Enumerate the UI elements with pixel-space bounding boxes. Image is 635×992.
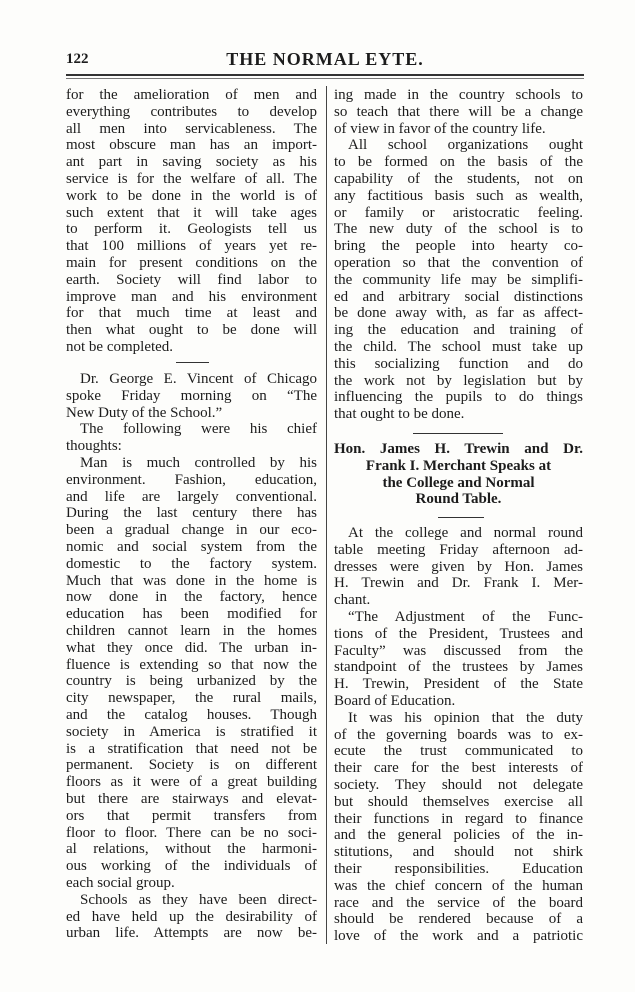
text-line: ecute the trust communicated to [334, 743, 583, 760]
text-line: Faculty” was discussed from the [334, 642, 583, 659]
text-line: been a gradual change in our eco- [66, 522, 317, 539]
header-rule [66, 74, 584, 79]
paragraph [334, 710, 583, 945]
text-line: fluence is extending so that now the [66, 656, 317, 673]
text-line: not be completed. [66, 338, 174, 355]
text-line: this socializing function and do [334, 355, 583, 372]
column-divider [326, 86, 327, 944]
text-line: but should themselves exercise all [334, 793, 583, 810]
text-line: environment. Fashion, education, [66, 471, 317, 488]
text-line: should be rendered because of a [334, 911, 583, 928]
text-line: or family or aristocratic feeling. [334, 204, 583, 221]
text-line: now done in the factory, hence [66, 589, 317, 606]
text-line: for the amelioration of men and [66, 87, 317, 103]
text-line: improve man and his environment [66, 288, 317, 305]
text-line: is a stratification that need not be [66, 740, 317, 757]
text-line: ed have held up the desirability of [66, 908, 317, 925]
text-line: to perform it. Geologists tell us [66, 221, 317, 238]
text-line: permanent. Society is on different [66, 757, 317, 774]
text-line: any factitious basis such as wealth, [334, 187, 583, 204]
text-line: city newspaper, the rural mails, [66, 690, 317, 707]
text-line: stitutions, and should not shirk [334, 844, 583, 861]
text-line: Man is much controlled by his [80, 454, 317, 471]
text-line: dresses were given by Hon. James [334, 558, 583, 575]
paragraph [334, 87, 583, 137]
text-line: all men into servicableness. The [66, 120, 317, 137]
text-line: then what ought to be done will [66, 322, 317, 339]
text-line: al relations, without the harmoni- [66, 841, 317, 858]
text-line: so teach that there will be a change [334, 103, 583, 120]
text-line: urban life. Attempts are now be- [66, 925, 317, 942]
paragraph [334, 137, 583, 423]
text-line: and life are largely conventional. [66, 488, 317, 505]
text-line: thoughts: [66, 438, 122, 455]
text-line: their functions in regard to finance [334, 810, 583, 827]
text-line: what they once did. The urban in- [66, 639, 317, 656]
text-line: It was his opinion that the duty [348, 709, 583, 726]
text-line: The following were his chief [80, 421, 317, 438]
text-line: H. Trewin and Dr. Frank I. Mer- [334, 575, 583, 592]
text-line: floors as it were of a great building [66, 774, 317, 791]
text-line: ing the education and training of [334, 322, 583, 339]
text-line: ous working of the individuals of [66, 858, 317, 875]
paragraph [66, 421, 317, 455]
text-line: earth. Society will find labor to [66, 271, 317, 288]
section-divider [176, 362, 209, 363]
headline-rule-bottom [438, 517, 484, 518]
text-line: most obscure man has an import- [66, 137, 317, 154]
text-line: “The Adjustment of the Func- [348, 608, 583, 625]
text-line: ing made in the country schools to [334, 87, 583, 103]
text-line: of the governing boards was to ex- [334, 726, 583, 743]
text-line: Schools as they have been direct- [80, 891, 317, 908]
text-line: and the general policies of the in- [334, 827, 583, 844]
text-line: The new duty of the school is to [334, 221, 583, 238]
text-line: H. Trewin, President of the State [334, 676, 583, 693]
headline-line: the College and Normal [382, 474, 535, 491]
left-column-block-1 [66, 87, 317, 356]
text-line: their care for the best interests of [334, 760, 583, 777]
text-line: bring the people into hearty co- [334, 238, 583, 255]
text-line: but there are stairways and elevat- [66, 790, 317, 807]
text-line: Much that was done in the home is [66, 572, 317, 589]
right-column-block-2 [334, 525, 583, 945]
right-column-block-1 [334, 87, 583, 423]
paragraph [66, 892, 317, 942]
headline-line: Frank I. Merchant Speaks at [365, 457, 552, 474]
text-line: that ought to be done. [334, 406, 465, 423]
paragraph [66, 371, 317, 421]
text-line: table meeting Friday afternoon ad- [334, 541, 583, 558]
text-line: chant. [334, 592, 371, 609]
publication-title: THE NORMAL EYTE. [226, 49, 424, 69]
headline-line: Round Table. [415, 491, 502, 508]
text-line: domestic to the factory system. [66, 555, 317, 572]
text-line: New Duty of the School.” [66, 404, 223, 421]
text-line: society. They should not delegate [334, 776, 583, 793]
text-line: floor to floor. There can be no soci- [66, 824, 317, 841]
text-line: spoke Friday morning on “The [66, 387, 317, 404]
text-line: was the chief concern of the human [334, 877, 583, 894]
text-line: children cannot learn in the homes [66, 622, 317, 639]
text-line: race and the service of the board [334, 894, 583, 911]
headline-rule-top [413, 433, 503, 434]
text-line: At the college and normal round [348, 525, 583, 541]
text-line: for that much time at least and [66, 305, 317, 322]
text-line: standpoint of the trustees by James [334, 659, 583, 676]
text-line: the work not by legislation but by [334, 372, 583, 389]
headline-line: Hon. James H. Trewin and Dr. [334, 441, 583, 457]
text-line: society in America is stratified it [66, 723, 317, 740]
page-number: 122 [66, 51, 89, 67]
text-line: country is being urbanized by the [66, 673, 317, 690]
paragraph [66, 455, 317, 892]
text-line: to be formed on the basis of the [334, 154, 583, 171]
text-line: All school organizations ought [348, 137, 583, 154]
text-line: and the catalog houses. Though [66, 706, 317, 723]
text-line: each social group. [66, 874, 175, 891]
text-line: the child. The school must take up [334, 338, 583, 355]
text-line: tions of the President, Trustees and [334, 625, 583, 642]
text-line: be done away with, as far as affect- [334, 305, 583, 322]
text-line: everything contributes to develop [66, 103, 317, 120]
text-line: During the last century there has [66, 505, 317, 522]
text-line: nomic and social system from the [66, 538, 317, 555]
text-line: Board of Education. [334, 692, 456, 709]
text-line: that 100 millions of years yet re- [66, 238, 317, 255]
text-line: work to be done in the world is of [66, 187, 317, 204]
text-line: Dr. George E. Vincent of Chicago [80, 371, 317, 387]
text-line: their responsibilities. Education [334, 860, 583, 877]
text-line: service is for the welfare of all. The [66, 170, 317, 187]
paragraph [66, 87, 317, 356]
text-line: of view in favor of the country life. [334, 120, 546, 137]
text-line: such extent that it will take ages [66, 204, 317, 221]
text-line: love of the work and a patriotic [334, 928, 583, 945]
text-line: ant part in saving society as his [66, 154, 317, 171]
text-line: operation so that the convention of [334, 254, 583, 271]
paragraph [334, 609, 583, 710]
article-headline [334, 441, 583, 508]
text-line: the community life may be simplifi- [334, 271, 583, 288]
text-line: ed and arbitrary social distinctions [334, 288, 583, 305]
text-line: influencing the pupils to do things [334, 389, 583, 406]
paragraph [334, 525, 583, 609]
text-line: main for present conditions on the [66, 254, 317, 271]
left-column-block-2 [66, 371, 317, 942]
text-line: education has been modified for [66, 606, 317, 623]
text-line: ors that permit transfers from [66, 807, 317, 824]
text-line: capability of the students, not on [334, 170, 583, 187]
